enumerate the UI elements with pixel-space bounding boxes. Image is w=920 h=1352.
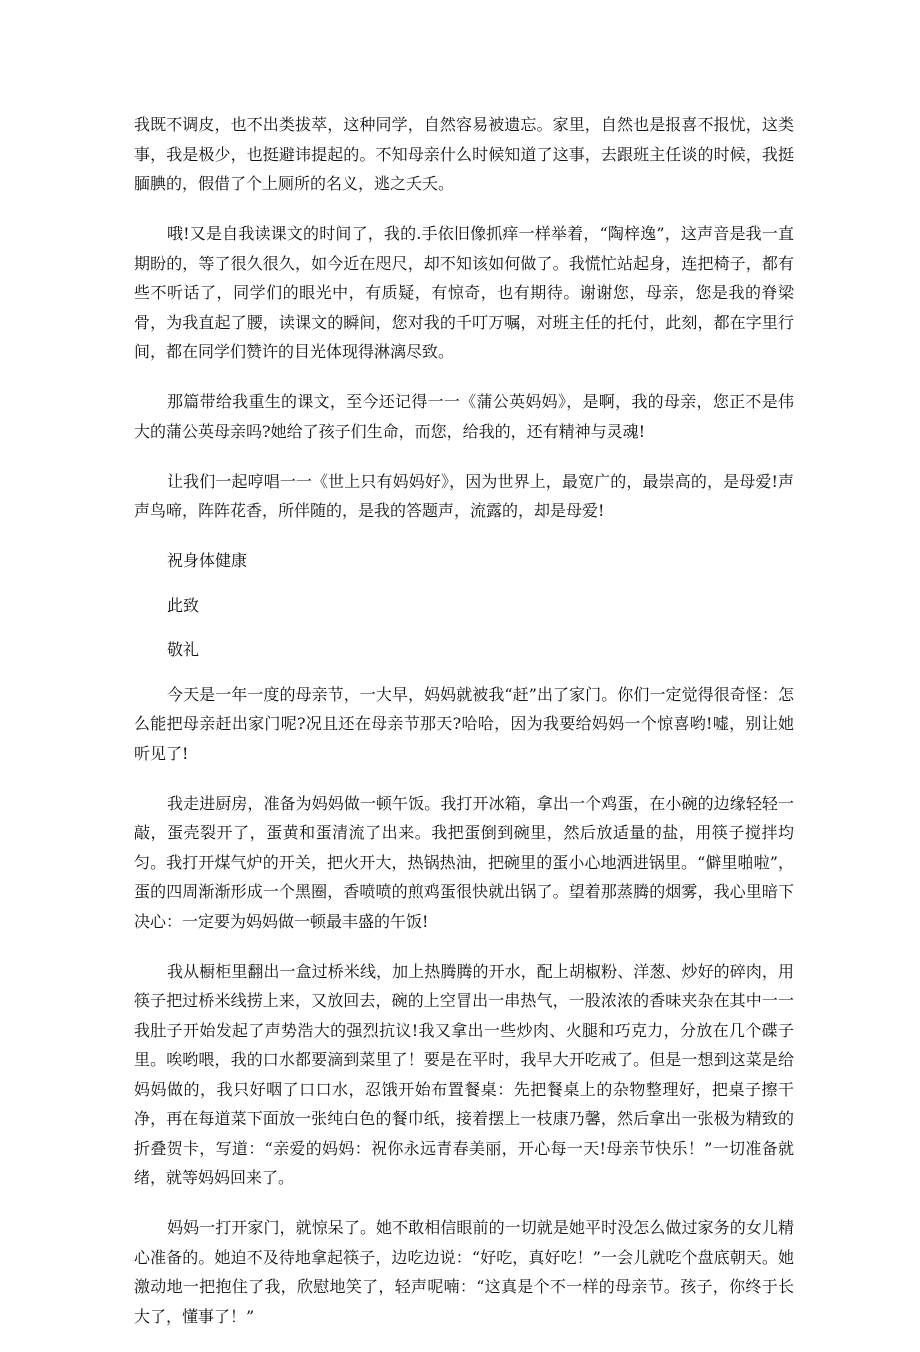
paragraph: 今天是一年一度的母亲节，一大早，妈妈就被我“赶”出了家门。你们一定觉得很奇怪：怎么能把母亲赶出家门呢?况且还在母亲节那天?哈哈，因为我要给妈妈一个惊喜哟!嘘，别让她听见了!: [134, 684, 794, 763]
letter-closing-salutation: 此致: [167, 595, 200, 615]
letter-closing-regards: 敬礼: [167, 640, 200, 659]
paragraph: 我既不调皮，也不出类拔萃，这种同学，自然容易被遗忘。家里，自然也是报喜不报忧，这类事，我是极少，也挺避讳提起的。不知母亲什么时候知道了这事，去跟班主任谈的时候，我挺腼腆的，假借了个上厕所的名义，逃之夭夭。: [134, 115, 794, 193]
document-body: [134, 110, 794, 1352]
paragraph: 让我们一起哼唱一一《世上只有妈妈好》，因为世界上，最宽广的，最崇高的，是母爱!声声鸟啼，阵阵花香，所伴随的，是我的答题声，流露的，却是母爱!: [134, 471, 794, 520]
paragraph: 我从橱柜里翻出一盒过桥米线，加上热腾腾的开水，配上胡椒粉、洋葱、炒好的碎肉，用筷子把过桥米线捞上来，又放回去，碗的上空冒出一串热气，一股浓浓的香味夹杂在其中一一我肚子开始发起了声势浩大的强烈抗议!我又拿出一些炒肉、火腿和巧克力，分放在几个碟子里。唉哟喂，我的口水都要滴到菜里了！要是在平时，我早大开吃戒了。但是一想到这菜是给妈妈做的，我只好咽了口口水，忍饿开始布置餐桌：先把餐桌上的杂物整理好，把桌子擦干净，再在每道菜下面放一张纯白色的餐巾纸，接着摆上一枝康乃馨，然后拿出一张极为精致的折叠贺卡，写道：“亲爱的妈妈：祝你永远青春美丽，开心每一天!母亲节快乐！”一切准备就绪，就等妈妈回来了。: [134, 961, 794, 1187]
paragraph: 妈妈一打开家门，就惊呆了。她不敢相信眼前的一切就是她平时没怎么做过家务的女儿精心准备的。她迫不及待地拿起筷子，边吃边说：“好吃，真好吃！”一会儿就吃个盘底朝天。她激动地一把抱住了我，欣慰地笑了，轻声呢喃：“这真是个不一样的母亲节。孩子，你终于长大了，懂事了！”: [134, 1218, 794, 1326]
paragraph: 那篇带给我重生的课文，至今还记得一一《蒲公英妈妈》，是啊，我的母亲，您正不是伟大的蒲公英母亲吗?她给了孩子们生命，而您，给我的，还有精神与灵魂!: [134, 392, 794, 441]
letter-closing-wish: 祝身体健康: [167, 551, 248, 570]
paragraph: 哦!又是自我读课文的时间了，我的.手依旧像抓痒一样举着，“陶梓逸”，这声音是我一直期盼的，等了很久很久，如今近在咫尺，却不知该如何做了。我慌忙站起身，连把椅子，都有些不听话了，同学们的眼光中，有质疑，有惊奇，也有期待。谢谢您，母亲，您是我的脊梁骨，为我直起了腰，读课文的瞬间，您对我的千叮万嘱，对班主任的托付，此刻，都在字里行间，都在同学们赞许的目光体现得淋漓尽致。: [134, 224, 794, 361]
paragraph: 我走进厨房，准备为妈妈做一顿午饭。我打开冰箱，拿出一个鸡蛋，在小碗的边缘轻轻一敲，蛋壳裂开了，蛋黄和蛋清流了出来。我把蛋倒到碗里，然后放适量的盐，用筷子搅拌均匀。我打开煤气炉的开关，把火开大，热锅热油，把碗里的蛋小心地洒进锅里。“僻里啪啦”，蛋的四周渐渐形成一个黑圈，香喷喷的煎鸡蛋很快就出锅了。望着那蒸腾的烟雾，我心里暗下决心：一定要为妈妈做一顿最丰盛的午饭!: [134, 793, 794, 931]
